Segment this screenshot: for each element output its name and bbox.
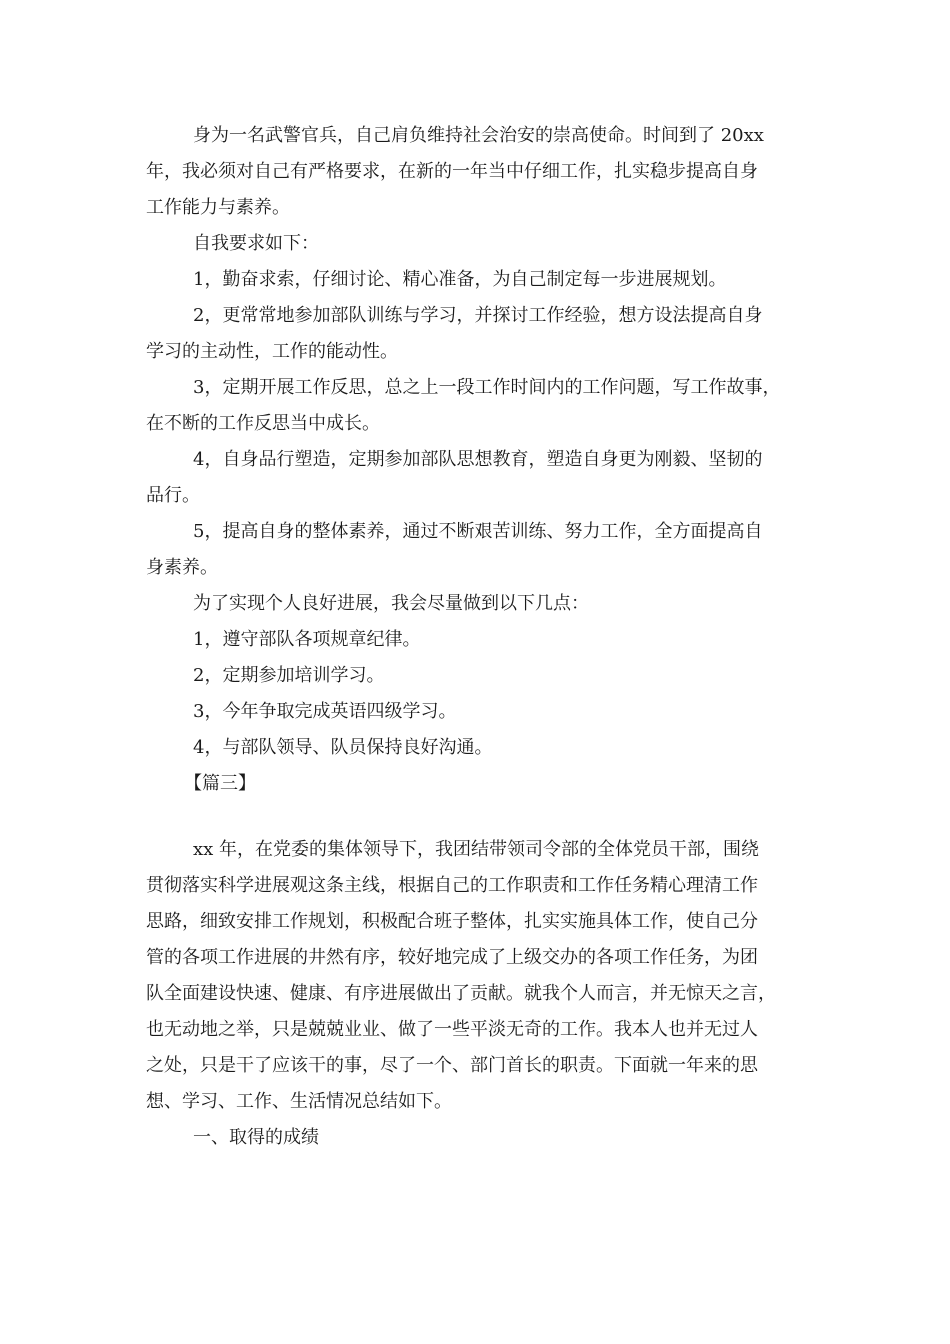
- list-item-continuation: 身素养。: [146, 557, 218, 578]
- list-item: 4，与部队领导、队员保持良好沟通。: [193, 737, 493, 758]
- list-item: 1，遵守部队各项规章纪律。: [193, 629, 421, 650]
- document-body: [146, 118, 810, 1156]
- list-item-continuation: 学习的主动性，工作的能动性。: [146, 341, 398, 362]
- paragraph-line: 管的各项工作进展的井然有序，较好地完成了上级交办的各项工作任务，为团: [146, 947, 758, 968]
- paragraph-line: 思路，细致安排工作规划，积极配合班子整体，扎实实施具体工作，使自己分: [146, 911, 758, 932]
- list-item: 4，自身品行塑造，定期参加部队思想教育，塑造自身更为刚毅、坚韧的: [193, 449, 763, 470]
- paragraph-line: 也无动地之举，只是兢兢业业、做了一些平淡无奇的工作。我本人也并无过人: [146, 1019, 758, 1040]
- paragraph-line: 之处，只是干了应该干的事，尽了一个、部门首长的职责。下面就一年来的思: [146, 1055, 758, 1076]
- paragraph-line: 工作能力与素养。: [146, 197, 290, 218]
- list-item: 2，定期参加培训学习。: [193, 665, 385, 686]
- section-heading: 【篇三】: [184, 773, 256, 794]
- list-item: 3，今年争取完成英语四级学习。: [193, 701, 457, 722]
- paragraph-line: 队全面建设快速、健康、有序进展做出了贡献。就我个人而言，并无惊天之言，: [146, 983, 776, 1004]
- paragraph-line: 自我要求如下：: [193, 233, 319, 254]
- list-item: 1，勤奋求索，仔细讨论、精心准备，为自己制定每一步进展规划。: [193, 269, 727, 290]
- list-item-continuation: 在不断的工作反思当中成长。: [146, 413, 380, 434]
- list-item: 2，更常常地参加部队训练与学习，并探讨工作经验，想方设法提高自身: [193, 305, 763, 326]
- paragraph-line: 年，我必须对自己有严格要求，在新的一年当中仔细工作，扎实稳步提高自身: [146, 161, 758, 182]
- list-item-continuation: 品行。: [146, 485, 200, 506]
- paragraph-line: 贯彻落实科学进展观这条主线，根据自己的工作职责和工作任务精心理清工作: [146, 875, 758, 896]
- paragraph-line: 为了实现个人良好进展，我会尽量做到以下几点：: [193, 593, 589, 614]
- paragraph-line: 身为一名武警官兵，自己肩负维持社会治安的崇高使命。时间到了 20xx: [193, 125, 764, 146]
- list-item: 5，提高自身的整体素养，通过不断艰苦训练、努力工作，全方面提高自: [193, 521, 763, 542]
- list-item: 3，定期开展工作反思，总之上一段工作时间内的工作问题，写工作故事，: [193, 377, 781, 398]
- subsection-heading: 一、取得的成绩: [193, 1127, 319, 1148]
- paragraph-line: xx 年，在党委的集体领导下，我团结带领司令部的全体党员干部，围绕: [193, 839, 760, 860]
- paragraph-line: 想、学习、工作、生活情况总结如下。: [146, 1091, 452, 1112]
- section-spacer: [146, 802, 810, 832]
